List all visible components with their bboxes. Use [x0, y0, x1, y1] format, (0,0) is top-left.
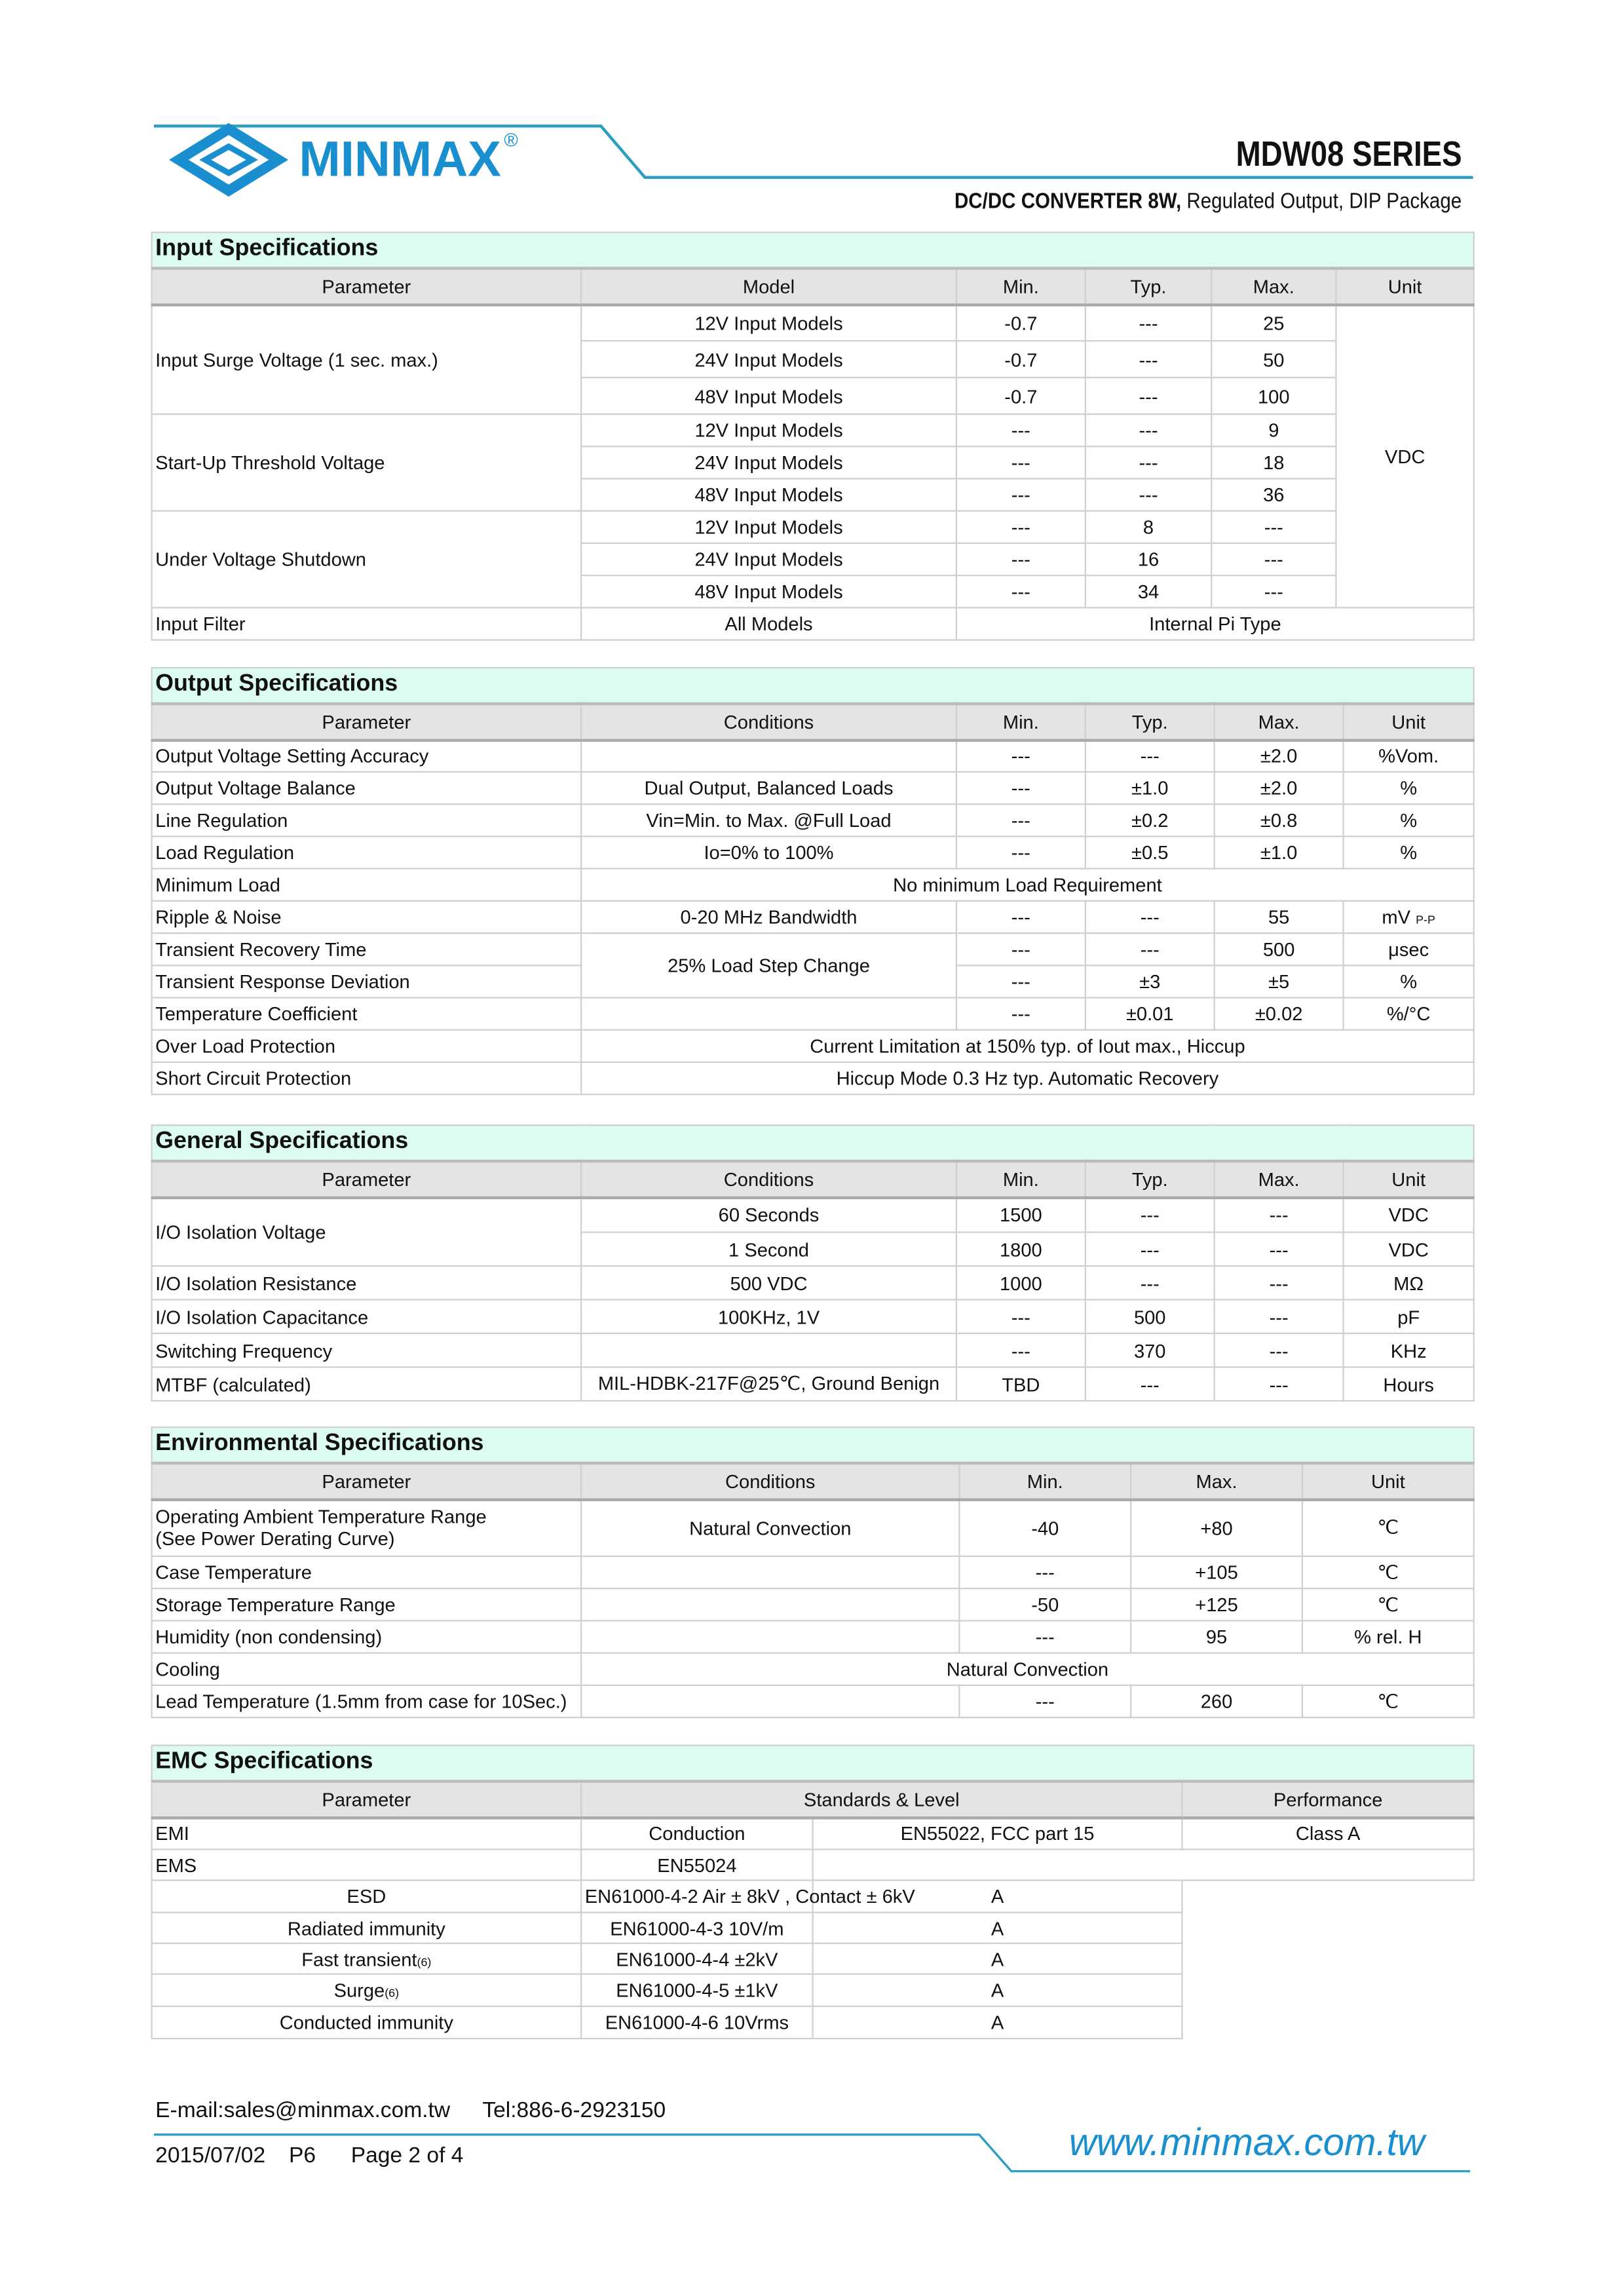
- cell: 50: [1211, 341, 1336, 377]
- website-link[interactable]: www.minmax.com.tw: [1068, 2120, 1425, 2164]
- cell: 36: [1211, 479, 1336, 511]
- cell: -0.7: [956, 341, 1086, 377]
- cell: ±0.8: [1215, 804, 1344, 836]
- table-row: [152, 901, 1474, 933]
- cell: 16: [1086, 543, 1211, 575]
- cell: ---: [956, 804, 1086, 836]
- table-row: [152, 1653, 1474, 1685]
- col-header: Max.: [1131, 1463, 1302, 1499]
- footnote-ref: (6): [417, 1955, 432, 1968]
- cell: +105: [1131, 1556, 1302, 1588]
- general-spec-table: [151, 1124, 1474, 1402]
- param: I/O Isolation Capacitance: [152, 1299, 582, 1333]
- cell: A: [813, 1943, 1182, 1974]
- col-header: Conditions: [581, 703, 956, 740]
- cell: Hours: [1344, 1367, 1474, 1400]
- cell: EN61000-4-3 10V/m: [581, 1913, 813, 1943]
- cell: -50: [959, 1588, 1131, 1620]
- cell: 100KHz, 1V: [581, 1299, 956, 1333]
- col-header: Max.: [1215, 1160, 1344, 1197]
- col-header: Parameter: [152, 1463, 582, 1499]
- cell: ---: [959, 1685, 1131, 1717]
- cell: Io=0% to 100%: [581, 836, 956, 868]
- col-header: Min.: [956, 703, 1086, 740]
- cell: 24V Input Models: [581, 543, 956, 575]
- cell: Hiccup Mode 0.3 Hz typ. Automatic Recovery: [581, 1062, 1474, 1094]
- cell: ---: [956, 740, 1086, 772]
- table-row: [152, 869, 1474, 901]
- table-row: [152, 1556, 1474, 1588]
- cell: 18: [1211, 446, 1336, 478]
- cell: %Vom.: [1344, 740, 1474, 772]
- test-type: ESD: [347, 1885, 387, 1907]
- table-row: [152, 836, 1474, 868]
- col-header: Standards & Level: [581, 1780, 1182, 1817]
- col-header: Model: [581, 267, 956, 304]
- cell: ---: [1086, 414, 1211, 446]
- cell: 34: [1086, 575, 1211, 607]
- param: EMS: [152, 1849, 582, 1880]
- param: Case Temperature: [152, 1556, 582, 1588]
- minmax-logo: [176, 126, 518, 193]
- footer-page-number: Page 2 of 4: [350, 2143, 464, 2169]
- output-spec-table: [151, 667, 1474, 1095]
- cell: ---: [1215, 1266, 1344, 1299]
- test-type: Radiated immunity: [287, 1917, 445, 1939]
- cell: 24V Input Models: [581, 446, 956, 478]
- section-title: Input Specifications: [152, 233, 1474, 268]
- col-header: Min.: [956, 267, 1086, 304]
- cell: 12V Input Models: [581, 414, 956, 446]
- cell: ---: [1215, 1367, 1344, 1400]
- cell: 0-20 MHz Bandwidth: [581, 901, 956, 933]
- col-header: Parameter: [152, 1160, 582, 1197]
- param: I/O Isolation Voltage: [152, 1197, 582, 1266]
- param: Lead Temperature (1.5mm from case for 10Sec.): [152, 1685, 582, 1717]
- cell: ±3: [1086, 965, 1215, 997]
- cell: ---: [956, 901, 1086, 933]
- cell: ---: [1086, 1266, 1215, 1299]
- cell: No minimum Load Requirement: [581, 869, 1474, 901]
- cell: ---: [1086, 901, 1215, 933]
- param: Cooling: [152, 1653, 582, 1685]
- footer-tel: Tel:886-6-2923150: [482, 2097, 666, 2123]
- table-row: [152, 1299, 1474, 1333]
- table-row: [152, 1333, 1474, 1367]
- param: Storage Temperature Range: [152, 1588, 582, 1620]
- cell: 1800: [956, 1233, 1086, 1266]
- cell: VDC: [1344, 1197, 1474, 1233]
- table-row: [152, 2006, 1474, 2038]
- cell: TBD: [956, 1367, 1086, 1400]
- col-header: Unit: [1344, 703, 1474, 740]
- cell: 24V Input Models: [581, 341, 956, 377]
- table-row: [152, 1817, 1474, 1849]
- param: Short Circuit Protection: [152, 1062, 582, 1094]
- param: Line Regulation: [152, 804, 582, 836]
- cell: ---: [1215, 1333, 1344, 1367]
- param: I/O Isolation Resistance: [152, 1266, 582, 1299]
- cell: 60 Seconds: [581, 1197, 956, 1233]
- cell: ---: [956, 1333, 1086, 1367]
- cell: ---: [956, 1299, 1086, 1333]
- cell: ---: [1215, 1233, 1344, 1266]
- cell: VDC: [1344, 1233, 1474, 1266]
- table-row: [152, 304, 1474, 341]
- cell: pF: [1344, 1299, 1474, 1333]
- param: Ripple & Noise: [152, 901, 582, 933]
- section-title: EMC Specifications: [152, 1746, 1474, 1781]
- cell: ---: [1211, 511, 1336, 543]
- cell: ---: [956, 575, 1086, 607]
- cell: KHz: [1344, 1333, 1474, 1367]
- cell: %/°C: [1344, 998, 1474, 1030]
- cell: Class A: [1182, 1817, 1473, 1849]
- cell: ---: [956, 414, 1086, 446]
- cell: ---: [956, 836, 1086, 868]
- cell: 500: [1086, 1299, 1215, 1333]
- unit-subscript: P-P: [1416, 913, 1435, 927]
- table-row: [152, 933, 1474, 965]
- series-title: MDW08 SERIES: [1235, 134, 1462, 175]
- cell: 55: [1215, 901, 1344, 933]
- cell: ---: [1086, 479, 1211, 511]
- table-row: [152, 1620, 1474, 1653]
- registered-mark: ®: [504, 128, 518, 151]
- table-row: [152, 607, 1474, 640]
- cell: ---: [1215, 1299, 1344, 1333]
- cell: [152, 2006, 582, 2038]
- param: EMI: [152, 1817, 582, 1849]
- cell: ---: [959, 1556, 1131, 1588]
- col-header: Unit: [1344, 1160, 1474, 1197]
- table-row: [152, 1062, 1474, 1094]
- cell: 370: [1086, 1333, 1215, 1367]
- col-header: Performance: [1182, 1780, 1473, 1817]
- cell: -40: [959, 1499, 1131, 1556]
- param: MTBF (calculated): [152, 1367, 582, 1400]
- cell: %: [1344, 836, 1474, 868]
- param: Under Voltage Shutdown: [152, 511, 582, 608]
- col-header: Conditions: [581, 1463, 959, 1499]
- cell: [581, 1556, 959, 1588]
- param: Start-Up Threshold Voltage: [152, 414, 582, 511]
- param-line: (See Power Derating Curve): [155, 1527, 395, 1550]
- cell: ±0.01: [1086, 998, 1215, 1030]
- cell: ---: [1086, 1233, 1215, 1266]
- cell: ---: [956, 933, 1086, 965]
- cell: ---: [1086, 304, 1211, 341]
- col-header: Typ.: [1086, 703, 1215, 740]
- table-row: [152, 1849, 1474, 1880]
- cell: A: [813, 1880, 1182, 1912]
- col-header: Min.: [956, 1160, 1086, 1197]
- cell: [152, 1880, 582, 1912]
- cell: ±0.02: [1215, 998, 1344, 1030]
- cell: A: [813, 1913, 1182, 1943]
- cell: ℃: [1302, 1685, 1474, 1717]
- col-header: Parameter: [152, 703, 582, 740]
- table-row: [152, 1266, 1474, 1299]
- cell: -0.7: [956, 304, 1086, 341]
- cell: [581, 1588, 959, 1620]
- cell: ±0.2: [1086, 804, 1215, 836]
- footnote-ref: (6): [385, 1986, 400, 2000]
- table-row: [152, 1030, 1474, 1062]
- param: Output Voltage Setting Accuracy: [152, 740, 582, 772]
- table-row: [152, 1974, 1474, 2006]
- cell: ---: [1086, 1197, 1215, 1233]
- cell: [152, 1943, 582, 1974]
- subtitle-rest: Regulated Output, DIP Package: [1180, 189, 1462, 214]
- col-header: Max.: [1215, 703, 1344, 740]
- cell: EN61000-4-4 ±2kV: [581, 1943, 813, 1974]
- cell: 95: [1131, 1620, 1302, 1653]
- cell: Dual Output, Balanced Loads: [581, 772, 956, 804]
- param: Transient Recovery Time: [152, 933, 582, 965]
- table-row: [152, 804, 1474, 836]
- param: Switching Frequency: [152, 1333, 582, 1367]
- unit: VDC: [1336, 304, 1473, 607]
- cell: ---: [956, 511, 1086, 543]
- cell: ---: [1086, 933, 1215, 965]
- cell: ---: [1086, 341, 1211, 377]
- table-row: [152, 772, 1474, 804]
- cell: [1344, 901, 1474, 933]
- cell: [152, 1913, 582, 1943]
- param: Temperature Coefficient: [152, 998, 582, 1030]
- cell: ±5: [1215, 965, 1344, 997]
- cell: %: [1344, 965, 1474, 997]
- cell: MΩ: [1344, 1266, 1474, 1299]
- cell: All Models: [581, 607, 956, 640]
- cell: μsec: [1344, 933, 1474, 965]
- input-spec-table: [151, 232, 1475, 641]
- cell: 100: [1211, 377, 1336, 414]
- cell: Conduction: [581, 1817, 813, 1849]
- cell: Current Limitation at 150% typ. of Iout max., Hiccup: [581, 1030, 1474, 1062]
- cell: ---: [1086, 446, 1211, 478]
- brand-name: MINMAX: [299, 131, 501, 187]
- table-row: [152, 1499, 1474, 1556]
- cell: [581, 998, 956, 1030]
- col-header: Parameter: [152, 267, 582, 304]
- cell: 260: [1131, 1685, 1302, 1717]
- cell: ±0.5: [1086, 836, 1215, 868]
- table-row: [152, 1880, 1474, 1912]
- cell: 1500: [956, 1197, 1086, 1233]
- cell: %: [1344, 804, 1474, 836]
- param: Input Filter: [152, 607, 582, 640]
- cell: ---: [956, 965, 1086, 997]
- param: Humidity (non condensing): [152, 1620, 582, 1653]
- cell: 12V Input Models: [581, 511, 956, 543]
- table-row: [152, 1685, 1474, 1717]
- cell: [581, 740, 956, 772]
- table-row: [152, 998, 1474, 1030]
- environmental-spec-table: [151, 1426, 1474, 1718]
- cell: ---: [1215, 1197, 1344, 1233]
- emc-spec-table: [151, 1745, 1474, 2040]
- cell: ℃: [1302, 1499, 1474, 1556]
- cell: [581, 1620, 959, 1653]
- col-header: Parameter: [152, 1780, 582, 1817]
- table-row: [152, 1197, 1474, 1233]
- col-header: Unit: [1302, 1463, 1474, 1499]
- cell: 500 VDC: [581, 1266, 956, 1299]
- col-header: Unit: [1336, 267, 1473, 304]
- cell: [581, 1685, 959, 1717]
- table-row: [152, 1943, 1474, 1974]
- cell: ---: [956, 998, 1086, 1030]
- table-row: [152, 1588, 1474, 1620]
- cell: ---: [1086, 740, 1215, 772]
- footer-email: E-mail:sales@minmax.com.tw: [155, 2097, 451, 2123]
- cell: Internal Pi Type: [956, 607, 1474, 640]
- cell: ±2.0: [1215, 772, 1344, 804]
- cell: -0.7: [956, 377, 1086, 414]
- col-header: Max.: [1211, 267, 1336, 304]
- cell: EN61000-4-6 10Vrms: [581, 2006, 813, 2038]
- table-row: [152, 511, 1474, 543]
- cell: Natural Convection: [581, 1653, 1474, 1685]
- cell: ---: [959, 1620, 1131, 1653]
- cell: [581, 1333, 956, 1367]
- cell: %: [1344, 772, 1474, 804]
- param: Transient Response Deviation: [152, 965, 582, 997]
- cell: 8: [1086, 511, 1211, 543]
- col-header: Min.: [959, 1463, 1131, 1499]
- param: Over Load Protection: [152, 1030, 582, 1062]
- section-title: Environmental Specifications: [152, 1427, 1474, 1463]
- cell: ---: [956, 446, 1086, 478]
- section-title: Output Specifications: [152, 668, 1474, 703]
- col-header: Conditions: [581, 1160, 956, 1197]
- cell: ---: [1086, 377, 1211, 414]
- cell: % rel. H: [1302, 1620, 1474, 1653]
- cell: ---: [1211, 575, 1336, 607]
- table-row: [152, 740, 1474, 772]
- cell: +125: [1131, 1588, 1302, 1620]
- cell: 9: [1211, 414, 1336, 446]
- param: Input Surge Voltage (1 sec. max.): [152, 304, 582, 414]
- footer-rev: P6: [288, 2143, 316, 2169]
- cell: 25: [1211, 304, 1336, 341]
- test-type: Conducted immunity: [279, 2011, 453, 2034]
- cell: ℃: [1302, 1556, 1474, 1588]
- cell: A: [813, 1974, 1182, 2006]
- cell: Natural Convection: [581, 1499, 959, 1556]
- cell: ±1.0: [1215, 836, 1344, 868]
- cell: ℃: [1302, 1588, 1474, 1620]
- table-row: [152, 414, 1474, 446]
- test-type: Surge: [333, 1979, 385, 2002]
- cell: 25% Load Step Change: [581, 933, 956, 997]
- cell: ±2.0: [1215, 740, 1344, 772]
- cell: 1 Second: [581, 1233, 956, 1266]
- param-line: Operating Ambient Temperature Range: [155, 1506, 487, 1528]
- footer-date: 2015/07/02: [155, 2143, 266, 2169]
- minmax-diamond-icon: [176, 126, 281, 193]
- table-row: [152, 1367, 1474, 1400]
- cell: +80: [1131, 1499, 1302, 1556]
- section-title: General Specifications: [152, 1125, 1474, 1160]
- cell: 500: [1215, 933, 1344, 965]
- cell: ---: [1086, 1367, 1215, 1400]
- col-header: Typ.: [1086, 267, 1211, 304]
- cell: MIL-HDBK-217F@25℃, Ground Benign: [581, 1367, 956, 1400]
- subtitle-bold: DC/DC CONVERTER 8W,: [954, 189, 1181, 214]
- cell: EN61000-4-5 ±1kV: [581, 1974, 813, 2006]
- cell: EN61000-4-2 Air ± 8kV , Contact ± 6kV: [581, 1880, 813, 1912]
- cell: A: [813, 2006, 1182, 2038]
- col-header: Typ.: [1086, 1160, 1215, 1197]
- cell: ---: [956, 479, 1086, 511]
- param: [152, 1499, 582, 1556]
- cell: [152, 1974, 582, 2006]
- cell: ±1.0: [1086, 772, 1215, 804]
- product-subtitle: [954, 189, 1461, 214]
- param: Minimum Load: [152, 869, 582, 901]
- cell: ---: [956, 772, 1086, 804]
- cell: 48V Input Models: [581, 377, 956, 414]
- param: Output Voltage Balance: [152, 772, 582, 804]
- unit: mV: [1382, 906, 1410, 928]
- cell: ---: [956, 543, 1086, 575]
- cell: 12V Input Models: [581, 304, 956, 341]
- cell: EN55024: [581, 1849, 813, 1880]
- table-row: [152, 1913, 1474, 1943]
- cell: EN55022, FCC part 15: [813, 1817, 1182, 1849]
- cell: [813, 1849, 1474, 1880]
- cell: ---: [1211, 543, 1336, 575]
- cell: 48V Input Models: [581, 479, 956, 511]
- cell: Vin=Min. to Max. @Full Load: [581, 804, 956, 836]
- cell: 48V Input Models: [581, 575, 956, 607]
- test-type: Fast transient: [301, 1947, 417, 1970]
- param: Load Regulation: [152, 836, 582, 868]
- cell: 1000: [956, 1266, 1086, 1299]
